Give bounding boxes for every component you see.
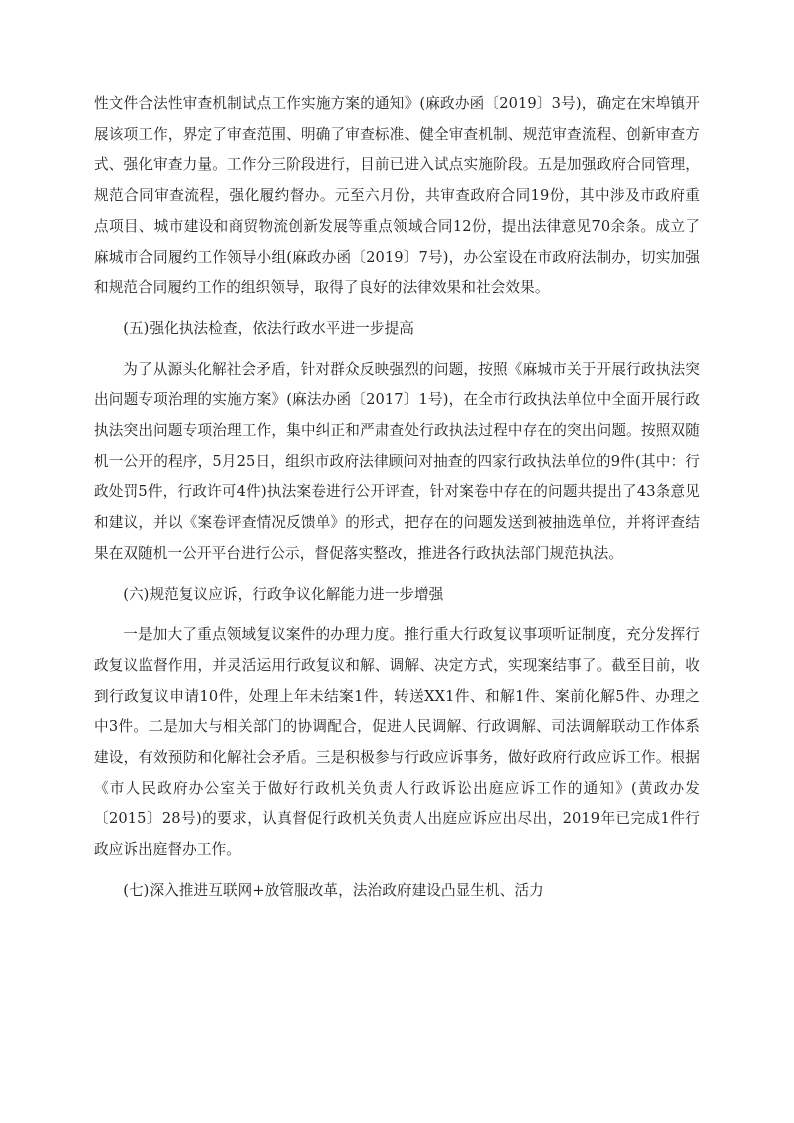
document-body [94, 89, 700, 917]
section-heading-6: (六)规范复议应诉，行政争议化解能力进一步增强 [123, 585, 444, 603]
paragraph-administrative-review: 一是加大了重点领域复议案件的办理力度。推行重大行政复议事项听证制度，充分发挥行政复议监督作用，并灵活运用行政复议和解、调解、决定方式，实现案结事了。截至目前，收到行政复议申请10件，处理上年未结案1件，转送XX1件、和解1件、案前化解5件、办理之中3件。二是加大与相关部门的协调配合，促进人民调解、行政调解、司法调解联动工作体系建设，有效预防和化解社会矛盾。三是积极参与行政应诉事务，做好政府行政应诉工作。根据《市人民政府办公室关于做好行政机关负责人行政诉讼出庭应诉工作的通知》(黄政办发〔2015〕28号)的要求，认真督促行政机关负责人出庭应诉应出尽出，2019年已完成1件行政应诉出庭督办工作。 [94, 626, 700, 859]
section-heading-5: (五)强化执法检查，依法行政水平进一步提高 [123, 319, 414, 337]
paragraph-law-enforcement: 为了从源头化解社会矛盾，针对群众反映强烈的问题，按照《麻城市关于开展行政执法突出问题专项治理的实施方案》(麻法办函〔2017〕1号)，在全市行政执法单位中全面开展行政执法突出问题专项治理工作，集中纠正和严肃查处行政执法过程中存在的突出问题。按照双随机一公开的程序，5月25日，组织市政府法律顾问对抽查的四家行政执法单位的9件(其中：行政处罚5件，行政许可4件)执法案卷进行公开评查，针对案卷中存在的问题共提出了43条意见和建议，并以《案卷评查情况反馈单》的形式，把存在的问题发送到被抽选单位，并将评查结果在双随机一公开平台进行公示，督促落实整改，推进各行政执法部门规范执法。 [94, 360, 700, 562]
section-heading-7: (七)深入推进互联网+放管服改革，法治政府建设凸显生机、活力 [123, 881, 544, 899]
paragraph-contract-review: 性文件合法性审查机制试点工作实施方案的通知》(麻政办函〔2019〕3号)，确定在宋埠镇开展该项工作，界定了审查范围、明确了审查标准、健全审查机制、规范审查流程、创新审查方式、强化审查力量。工作分三阶段进行，目前已进入试点实施阶段。五是加强政府合同管理，规范合同审查流程，强化履约督办。元至六月份，共审查政府合同19份，其中涉及市政府重点项目、城市建设和商贸物流创新发展等重点领域合同12份，提出法律意见70余条。成立了麻城市合同履约工作领导小组(麻政办函〔2019〕7号)，办公室设在市政府法制办，切实加强和规范合同履约工作的组织领导，取得了良好的法律效果和社会效果。 [94, 95, 700, 297]
